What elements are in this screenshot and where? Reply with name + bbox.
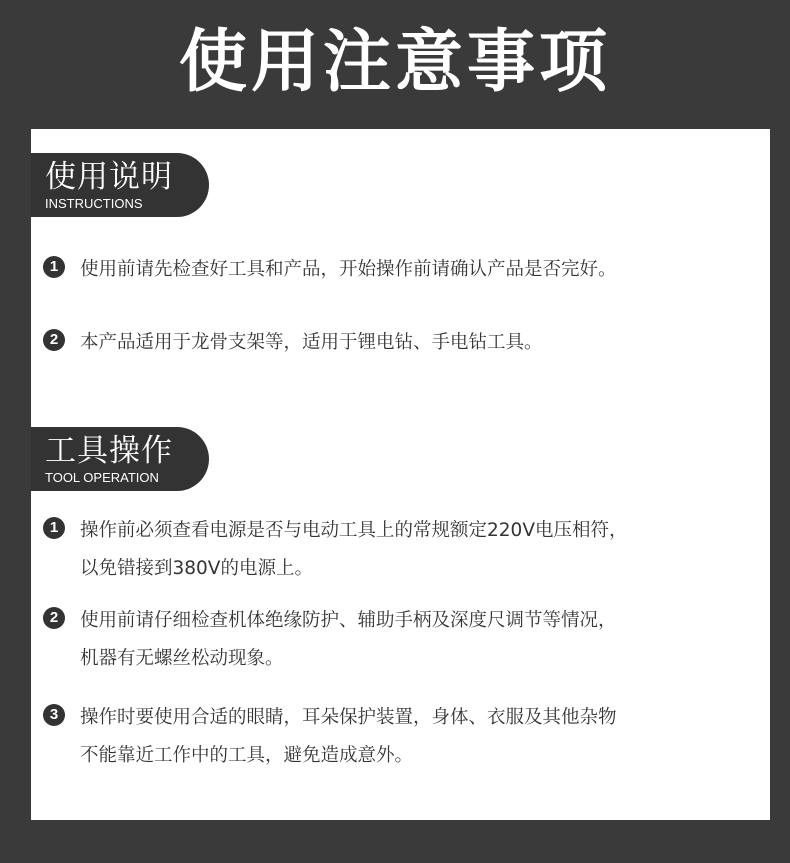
list-item-line: 以免错接到380V的电源上。 — [80, 558, 313, 579]
section-title-en: TOOL OPERATION — [45, 470, 159, 485]
list-item-line: 使用前请仔细检查机体绝缘防护、辅助手柄及深度尺调节等情况， — [80, 610, 617, 631]
list-item-text — [80, 512, 690, 588]
section-title-cn: 使用说明 — [45, 159, 173, 195]
number-two-icon: 2 — [43, 329, 65, 351]
list-item-line: 本产品适用于龙骨支架等，适用于锂电钻、手电钻工具。 — [80, 332, 543, 353]
section-header-instructions — [31, 153, 209, 217]
number-one-icon: 1 — [43, 517, 65, 539]
list-item-text — [80, 602, 690, 678]
number-two-icon: 2 — [43, 607, 65, 629]
section-title-en: INSTRUCTIONS — [45, 196, 143, 211]
section-title-cn: 工具操作 — [45, 433, 173, 469]
list-item-line: 操作时要使用合适的眼睛，耳朵保护装置，身体、衣服及其他杂物 — [80, 707, 617, 728]
list-item-line: 使用前请先检查好工具和产品，开始操作前请确认产品是否完好。 — [80, 259, 617, 280]
section-header-tool-operation — [31, 427, 209, 491]
list-item-line: 不能靠近工作中的工具，避免造成意外。 — [80, 745, 414, 766]
list-item-text — [80, 699, 690, 775]
number-three-icon: 3 — [43, 704, 65, 726]
page-title: 使用注意事项 — [178, 23, 611, 102]
list-item-line: 操作前必须查看电源是否与电动工具上的常规额定220V电压相符， — [80, 520, 628, 541]
list-item-text — [80, 324, 690, 362]
list-item-text — [80, 251, 690, 289]
list-item-line: 机器有无螺丝松动现象。 — [80, 648, 284, 669]
content-panel — [31, 129, 770, 820]
number-one-icon: 1 — [43, 256, 65, 278]
